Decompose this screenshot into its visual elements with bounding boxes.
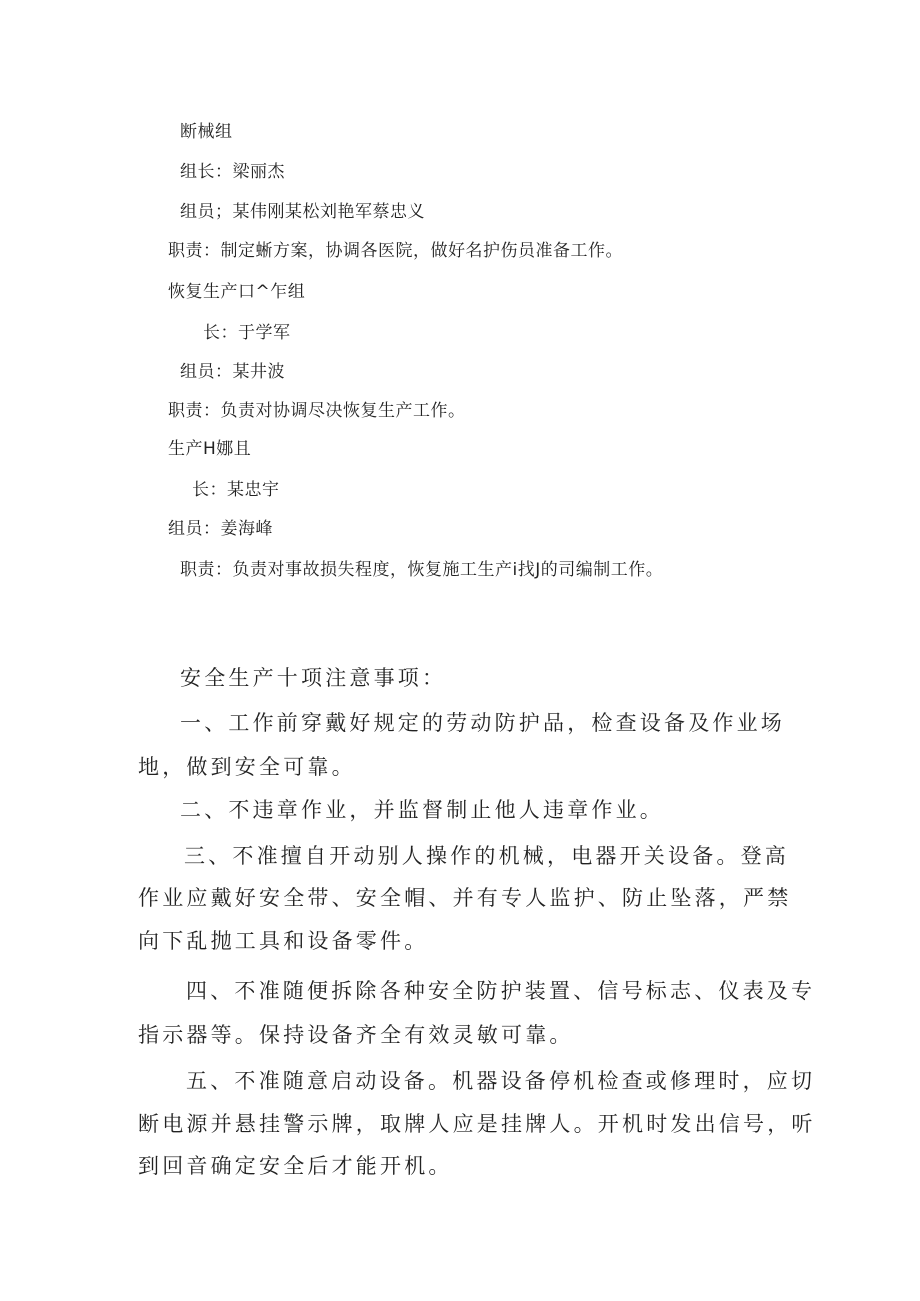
safety-item-3-line-3: 向下乱抛工具和设备零件。 (138, 929, 429, 953)
production-group-heading: 生产H娜且 (168, 439, 252, 459)
safety-item-5-line-3: 到回音确定安全后才能开机。 (138, 1154, 453, 1178)
recovery-group-heading: 恢复生产口^乍组 (168, 282, 306, 302)
safety-item-3-line-2: 作业应戴好安全带、安全帽、并有专人监护、防止坠落，严禁 (138, 886, 792, 910)
recovery-group-members: 组员：某井波 (180, 362, 285, 382)
safety-item-1-line-1: 一、工作前穿戴好规定的劳动防护品，检查设备及作业场 (180, 711, 785, 735)
medical-group-members: 组员；某伟刚某松刘艳军蔡忠义 (180, 202, 425, 222)
safety-item-5-line-1: 五、不准随意启动设备。机器设备停机检查或修理时，应切 (186, 1069, 816, 1093)
safety-item-4-line-1: 四、不准随便拆除各种安全防护装置、信号标志、仪表及专 (186, 979, 816, 1003)
medical-group-leader: 组长：梁丽杰 (180, 162, 285, 182)
safety-item-3-line-1: 三、不准擅自开动别人操作的机械，电器开关设备。登高 (184, 844, 789, 868)
production-group-leader: 长：某忠宇 (192, 480, 280, 500)
safety-notes-title: 安全生产十项注意事项： (180, 666, 447, 690)
safety-item-4-line-2: 指示器等。保持设备齐全有效灵敏可靠。 (138, 1023, 574, 1047)
safety-item-1-line-2: 地，做到安全可靠。 (138, 755, 356, 779)
recovery-group-leader: 长：于学军 (203, 323, 291, 343)
production-group-members: 组员：姜海峰 (168, 519, 273, 539)
safety-item-5-line-2: 断电源并悬挂警示牌，取牌人应是挂牌人。开机时发出信号，听 (138, 1112, 816, 1136)
safety-item-2-line-1: 二、不违章作业，并监督制止他人违章作业。 (180, 798, 664, 822)
medical-group-heading: 断械组 (180, 122, 233, 142)
production-group-duty: 职责：负责对事故损失程度，恢复施工生产i找J的司编制工作。 (180, 560, 664, 580)
medical-group-duty: 职责：制定蜥方案，协调各医院，做好名护伤员准备工作。 (168, 241, 623, 261)
recovery-group-duty: 职责：负责对协调尽决恢复生产工作。 (168, 401, 466, 421)
